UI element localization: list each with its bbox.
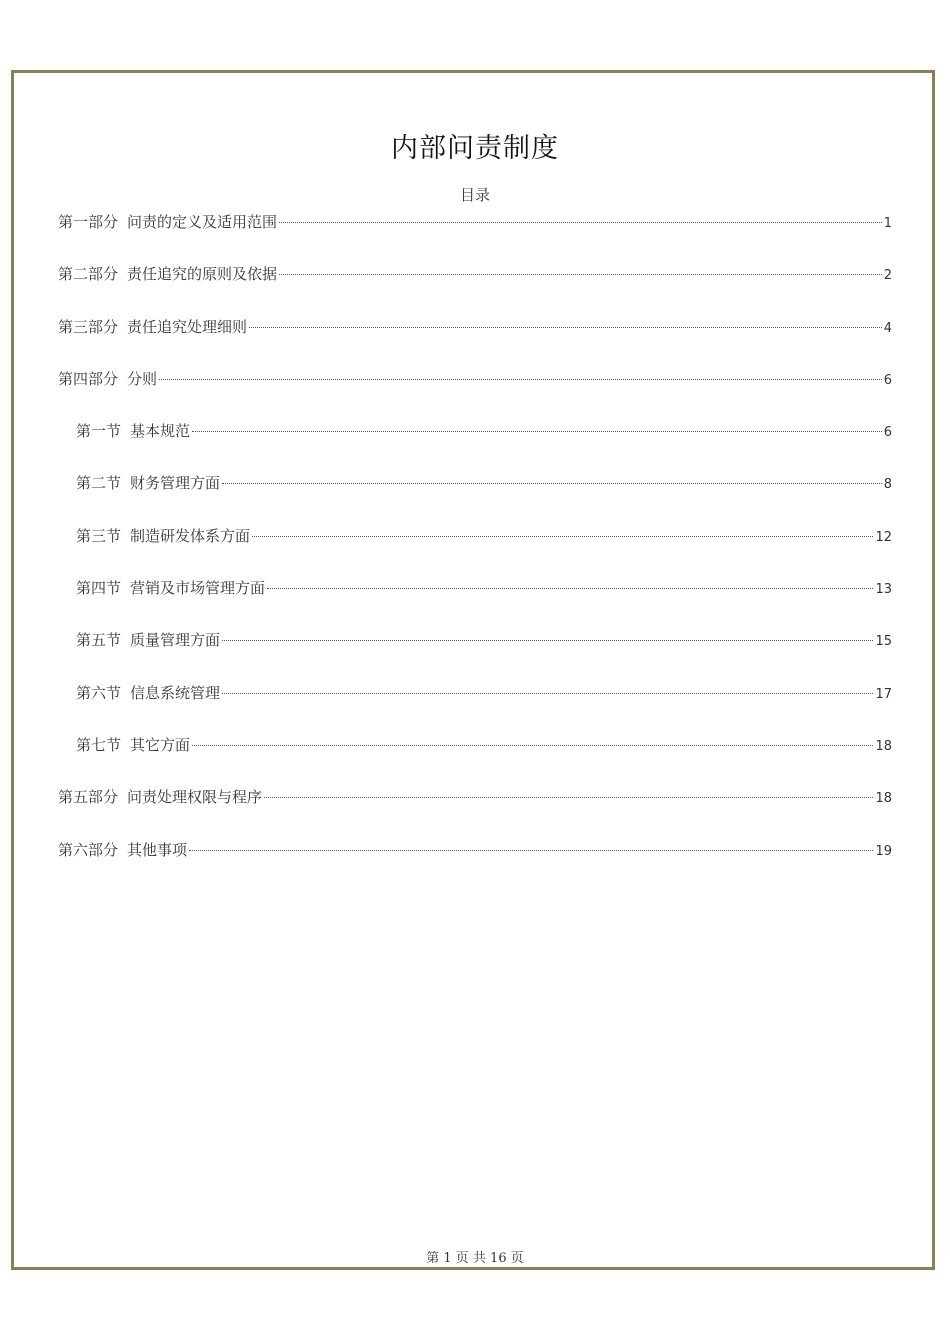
toc-dot-leader bbox=[279, 221, 882, 223]
toc-entry-number: 第二节 bbox=[76, 474, 122, 493]
toc-entry[interactable] bbox=[58, 365, 892, 417]
toc-page-number: 12 bbox=[875, 529, 892, 545]
toc-entry-title: 责任追究处理细则 bbox=[127, 317, 248, 336]
toc-page-number: 15 bbox=[875, 634, 892, 650]
toc-entry[interactable] bbox=[58, 417, 892, 469]
toc-entry-number: 第四部分 bbox=[58, 369, 119, 388]
toc-dot-leader bbox=[192, 744, 873, 746]
toc-entry-label bbox=[76, 574, 265, 602]
toc-dot-leader bbox=[159, 378, 882, 380]
table-of-contents bbox=[58, 208, 892, 888]
toc-entry-label bbox=[58, 313, 247, 341]
toc-page-number: 4 bbox=[883, 320, 892, 336]
toc-page-number: 6 bbox=[883, 425, 892, 441]
toc-page-number: 13 bbox=[875, 582, 892, 598]
toc-entry[interactable] bbox=[58, 469, 892, 521]
toc-entry-number: 第三部分 bbox=[58, 317, 119, 336]
toc-entry-number: 第一部分 bbox=[58, 213, 119, 231]
toc-entry-label bbox=[58, 365, 157, 393]
toc-dot-leader bbox=[222, 692, 873, 694]
toc-entry-title: 信息系统管理 bbox=[130, 683, 221, 702]
toc-entry-number: 第四节 bbox=[76, 579, 122, 598]
toc-entry-label bbox=[76, 626, 220, 654]
toc-page-number: 17 bbox=[875, 686, 892, 702]
toc-entry[interactable] bbox=[58, 574, 892, 626]
toc-dot-leader bbox=[189, 849, 873, 851]
toc-dot-leader bbox=[264, 796, 873, 798]
toc-page-number: 1 bbox=[883, 216, 892, 231]
toc-entry-title: 营销及市场管理方面 bbox=[130, 579, 266, 598]
toc-dot-leader bbox=[222, 639, 873, 641]
toc-entry-title: 制造研发体系方面 bbox=[130, 526, 251, 545]
toc-entry-label bbox=[58, 208, 277, 236]
toc-entry-number: 第二部分 bbox=[58, 265, 119, 284]
toc-entry[interactable] bbox=[58, 260, 892, 312]
toc-entry[interactable] bbox=[58, 626, 892, 678]
toc-entry-number: 第五部分 bbox=[58, 788, 119, 807]
toc-entry[interactable] bbox=[58, 522, 892, 574]
toc-entry-label bbox=[58, 836, 187, 864]
toc-entry-label bbox=[76, 417, 190, 445]
toc-entry-label bbox=[76, 679, 220, 707]
toc-heading: 目录 bbox=[459, 186, 490, 204]
toc-entry-number: 第七节 bbox=[76, 735, 122, 754]
toc-page-number: 19 bbox=[875, 843, 892, 859]
toc-entry[interactable] bbox=[58, 679, 892, 731]
toc-entry-title: 分则 bbox=[127, 369, 158, 388]
toc-page-number: 6 bbox=[883, 372, 892, 388]
toc-entry-label bbox=[76, 731, 190, 759]
toc-entry-title: 财务管理方面 bbox=[130, 474, 221, 493]
toc-entry[interactable] bbox=[58, 836, 892, 888]
toc-entry-number: 第五节 bbox=[76, 631, 122, 650]
toc-entry-label bbox=[58, 260, 277, 288]
toc-entry[interactable] bbox=[58, 783, 892, 835]
page-footer: 第 1 页 共 16 页 bbox=[426, 1251, 524, 1266]
toc-entry[interactable] bbox=[58, 208, 892, 260]
toc-dot-leader bbox=[279, 273, 882, 275]
toc-entry-title: 问责的定义及适用范围 bbox=[127, 213, 278, 231]
toc-dot-leader bbox=[249, 326, 882, 328]
toc-page-number: 18 bbox=[875, 791, 892, 807]
toc-dot-leader bbox=[252, 535, 873, 537]
toc-entry-label bbox=[58, 783, 262, 811]
toc-entry-number: 第一节 bbox=[76, 422, 122, 441]
toc-entry-title: 基本规范 bbox=[130, 422, 191, 441]
toc-dot-leader bbox=[192, 430, 882, 432]
toc-entry-title: 责任追究的原则及依据 bbox=[127, 265, 278, 284]
toc-page-number: 18 bbox=[875, 738, 892, 754]
toc-page-number: 2 bbox=[883, 268, 892, 284]
toc-dot-leader bbox=[222, 482, 882, 484]
toc-entry-label bbox=[76, 469, 220, 497]
toc-entry[interactable] bbox=[58, 731, 892, 783]
toc-entry-title: 质量管理方面 bbox=[130, 631, 221, 650]
toc-entry-title: 其它方面 bbox=[130, 735, 191, 754]
toc-entry-title: 其他事项 bbox=[127, 840, 188, 859]
toc-entry-number: 第三节 bbox=[76, 526, 122, 545]
toc-dot-leader bbox=[267, 587, 873, 589]
toc-entry-title: 问责处理权限与程序 bbox=[127, 788, 263, 807]
toc-entry[interactable] bbox=[58, 313, 892, 365]
toc-entry-number: 第六部分 bbox=[58, 840, 119, 859]
toc-entry-label bbox=[76, 522, 250, 550]
toc-page-number: 8 bbox=[883, 477, 892, 493]
document-title: 内部问责制度 bbox=[391, 133, 559, 164]
toc-entry-number: 第六节 bbox=[76, 683, 122, 702]
